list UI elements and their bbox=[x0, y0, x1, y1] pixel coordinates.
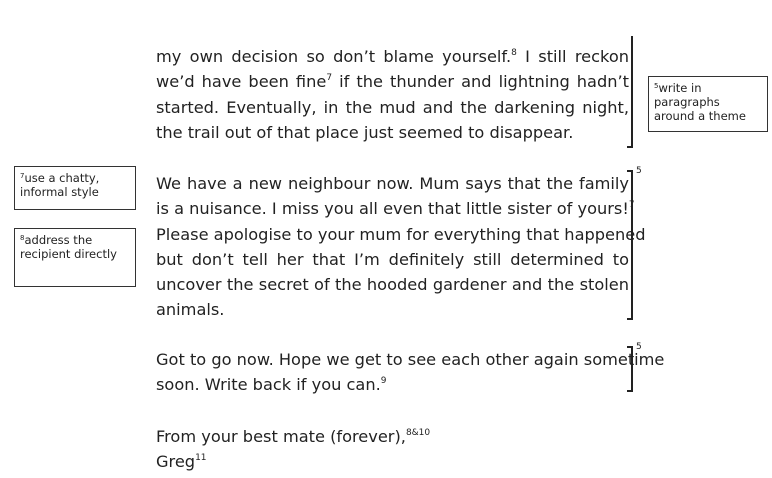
note-address-recipient: $^8$address the recipient directly bbox=[14, 228, 136, 287]
paragraph-2 bbox=[156, 171, 646, 323]
paragraph-line: Please apologise to your mum for everything that happened bbox=[156, 224, 646, 244]
paragraph-3 bbox=[156, 347, 665, 398]
paragraph-line: started. Eventually, in the mud and the darkening night, bbox=[156, 97, 629, 117]
signoff-line: From your best mate (forever),$^{8\&10}$ bbox=[156, 427, 431, 446]
signoff bbox=[156, 424, 629, 475]
paragraph-line: we’d have been fine$^7$ if the thunder and lightning hadn’t bbox=[156, 72, 629, 92]
paragraph-2-bracket bbox=[627, 170, 633, 320]
paragraph-line: We have a new neighbour now. Mum says that the family bbox=[156, 174, 629, 193]
paragraph-line: soon. Write back if you can.$^9$ bbox=[156, 375, 387, 395]
paragraph-line: the trail out of that place just seemed to disappear. bbox=[156, 122, 574, 142]
paragraph-1 bbox=[156, 44, 629, 145]
paragraph-3-bracket bbox=[627, 346, 633, 392]
paragraph-2-bracket-mark: 5 bbox=[636, 166, 642, 176]
note-chatty-style: $^7$use a chatty, informal style bbox=[14, 166, 136, 210]
paragraph-line: Got to go now. Hope we get to see each other again sometime bbox=[156, 350, 665, 369]
paragraph-line: but don’t tell her that I’m definitely still determined to bbox=[156, 249, 629, 269]
paragraph-line: animals. bbox=[156, 300, 225, 320]
paragraph-1-bracket bbox=[627, 36, 633, 148]
paragraph-line: is a nuisance. I miss you all even that little sister of yours!$^7$ bbox=[156, 199, 635, 219]
note-paragraphs: $^5$write in paragraphs around a theme bbox=[648, 76, 768, 132]
paragraph-3-bracket-mark: 5 bbox=[636, 342, 642, 352]
paragraph-line: uncover the secret of the hooded gardener and the stolen bbox=[156, 275, 629, 295]
signoff-name: Greg$^{11}$ bbox=[156, 452, 207, 472]
paragraph-line: my own decision so don’t blame yourself.$^8$ I still reckon bbox=[156, 47, 629, 66]
